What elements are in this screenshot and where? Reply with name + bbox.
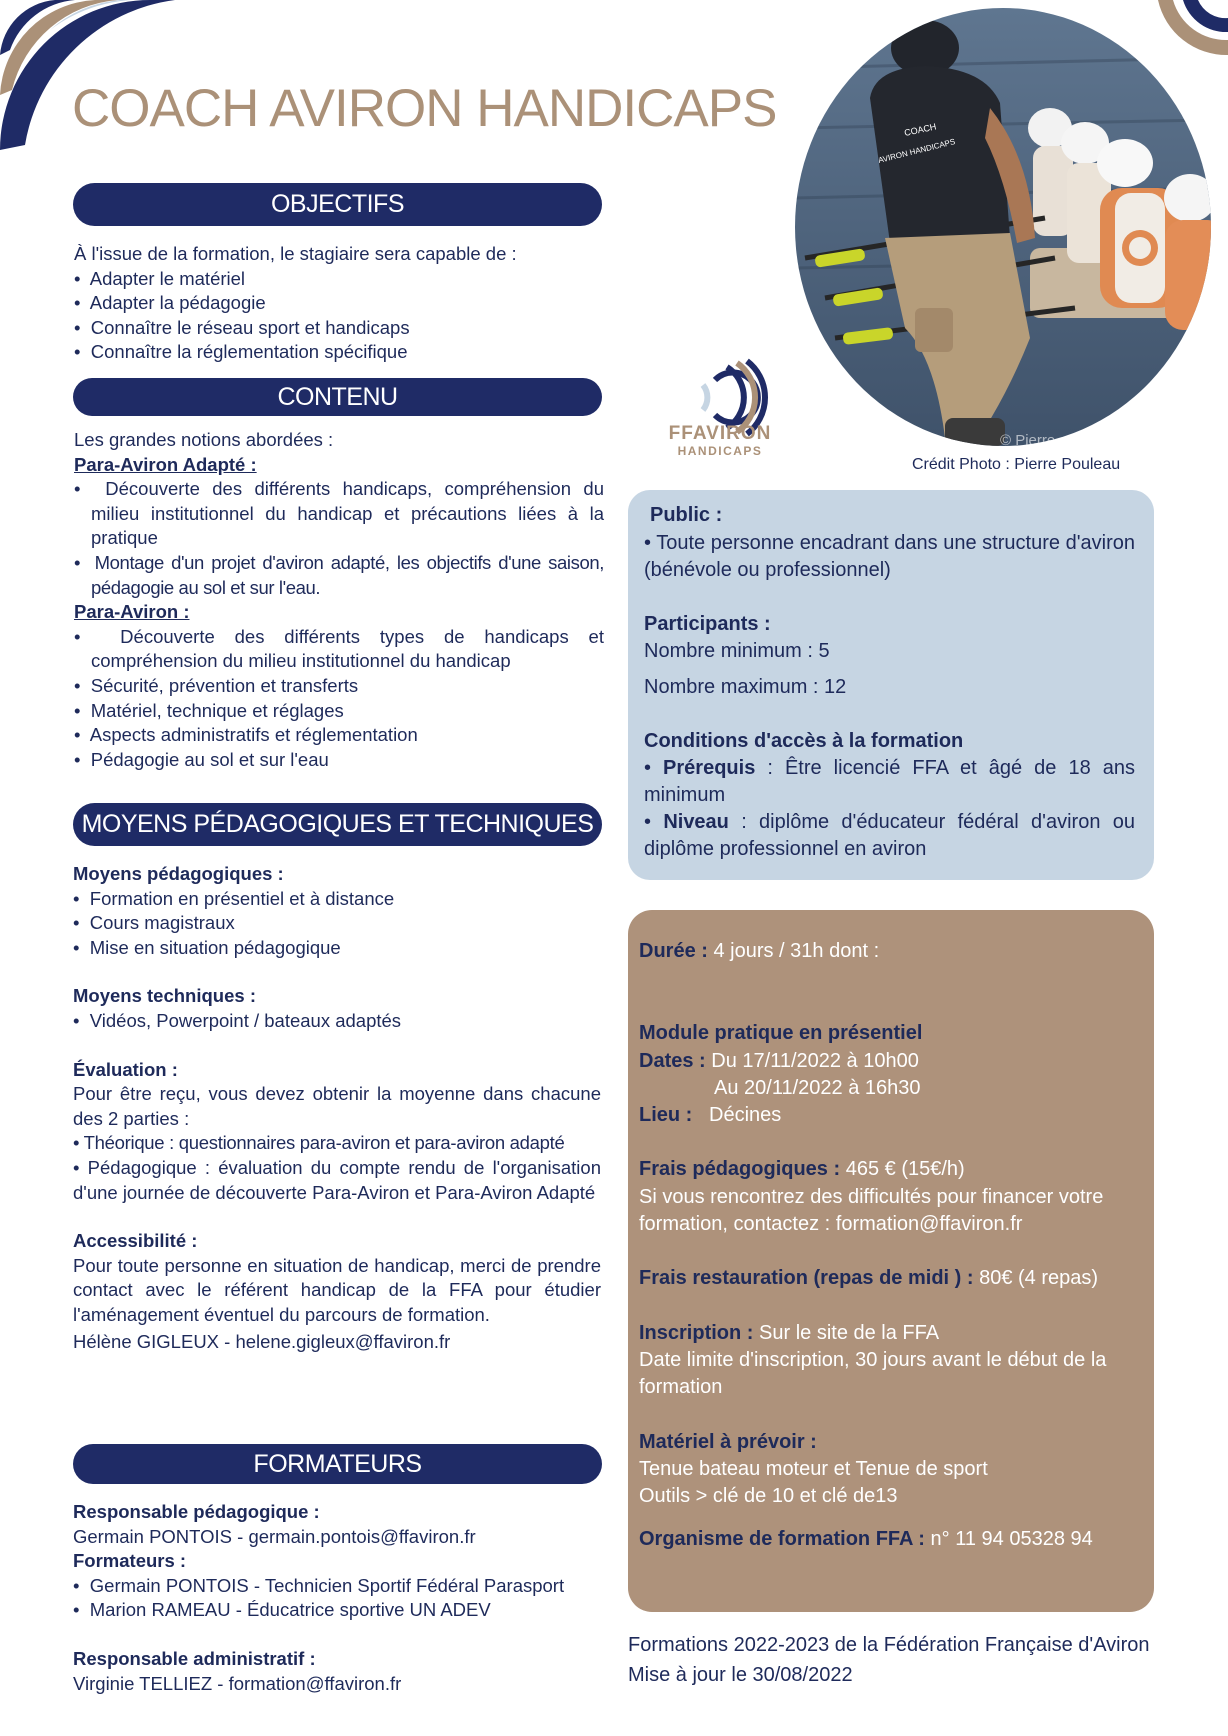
logo-text: FFAVIRON bbox=[668, 423, 772, 444]
info-box bbox=[628, 910, 1154, 1612]
conditions-label: Conditions d'accès à la formation bbox=[644, 730, 964, 752]
evaluation-text: Pour être reçu, vous devez obtenir la moyenne dans chacune des 2 parties : bbox=[73, 1083, 601, 1129]
list-item: • Découverte des différents types de handicaps et compréhension du milieu institutionnel du handicap bbox=[74, 625, 604, 672]
list-item: • Sécurité, prévention et transferts bbox=[74, 674, 359, 696]
list-item: • Adapter la pédagogie bbox=[74, 292, 266, 314]
formateurs-section bbox=[73, 1500, 603, 1696]
footer-date: Mise à jour le 30/08/2022 bbox=[628, 1664, 853, 1686]
contenu-subheading: Para-Aviron Adapté : bbox=[74, 453, 257, 475]
frais-peda: Frais pédagogiques : 465 € (15€/h) bbox=[639, 1158, 965, 1181]
list-item: • Pédagogique : évaluation du compte rendu de l'organisation d'une journée de découverte Para-Aviron et Para-Aviron Adapté bbox=[73, 1156, 601, 1203]
contenu-heading: CONTENU bbox=[73, 378, 602, 416]
shirt-text: COACH bbox=[903, 121, 938, 138]
resp-admin: Virginie TELLIEZ - formation@ffaviron.fr bbox=[73, 1672, 402, 1694]
list-item: • Théorique : questionnaires para-aviron et para-aviron adapté bbox=[73, 1132, 565, 1154]
moyens-heading: MOYENS PÉDAGOGIQUES ET TECHNIQUES bbox=[73, 803, 602, 846]
list-item: • Découverte des différents handicaps, compréhension du milieu institutionnel du handicap et précautions liées à la pratique bbox=[74, 478, 604, 549]
frais-text: Si vous rencontrez des difficultés pour financer votre formation, contactez : formation@ffaviron.fr bbox=[639, 1185, 1104, 1236]
photo-watermark: © Pierre bbox=[1000, 432, 1056, 446]
contenu-section bbox=[74, 428, 604, 772]
list-item: • Cours magistraux bbox=[73, 912, 235, 934]
organisme: Organisme de formation FFA : n° 11 94 05328 94 bbox=[639, 1528, 1093, 1551]
accessibilite-contact: Hélène GIGLEUX - helene.gigleux@ffaviron.fr bbox=[73, 1330, 451, 1352]
footer-line: Formations 2022-2023 de la Fédération Française d'Aviron bbox=[628, 1634, 1150, 1656]
participants-label: Participants : bbox=[644, 613, 771, 635]
public-box bbox=[628, 490, 1154, 880]
prerequis: • Prérequis : Être licencié FFA et âgé de 18 ans minimum bbox=[644, 757, 1135, 806]
moyens-tech-label: Moyens techniques : bbox=[73, 985, 256, 1007]
list-item: • Adapter le matériel bbox=[74, 267, 246, 289]
participants-min: Nombre minimum : 5 bbox=[644, 640, 830, 662]
module-label: Module pratique en présentiel bbox=[639, 1022, 923, 1045]
evaluation-label: Évaluation : bbox=[73, 1058, 178, 1080]
lieu: Lieu : Décines bbox=[639, 1104, 782, 1127]
page-title: COACH AVIRON HANDICAPS bbox=[72, 79, 777, 138]
list-item: • Vidéos, Powerpoint / bateaux adaptés bbox=[73, 1009, 402, 1031]
resp-peda-label: Responsable pédagogique : bbox=[73, 1501, 320, 1522]
materiel-label: Matériel à prévoir : bbox=[639, 1430, 817, 1453]
logo-subtext: HANDICAPS bbox=[677, 444, 763, 458]
coach-photo bbox=[795, 8, 1211, 446]
contenu-intro: Les grandes notions abordées : bbox=[74, 429, 334, 450]
list-item: • Formation en présentiel et à distance bbox=[73, 887, 395, 909]
list-item: • Marion RAMEAU - Éducatrice sportive UN ADEV bbox=[73, 1599, 491, 1621]
moyens-section bbox=[73, 862, 601, 1354]
resp-peda: Germain PONTOIS - germain.pontois@ffaviron.fr bbox=[73, 1525, 476, 1547]
list-item: • Germain PONTOIS - Technicien Sportif Fédéral Parasport bbox=[73, 1574, 565, 1596]
inscription-text: Date limite d'inscription, 30 jours avant le début de la formation bbox=[639, 1348, 1107, 1399]
frais-resto: Frais restauration (repas de midi ) : 80€ (4 repas) bbox=[639, 1267, 1099, 1290]
objectifs-heading: OBJECTIFS bbox=[73, 183, 602, 226]
list-item: • Montage d'un projet d'aviron adapté, les objectifs d'une saison, pédagogie au sol et sur l'eau. bbox=[74, 551, 604, 598]
list-item: • Pédagogie au sol et sur l'eau bbox=[74, 748, 329, 770]
formateurs-heading: FORMATEURS bbox=[73, 1444, 602, 1484]
dates: Dates : Du 17/11/2022 à 10h00 bbox=[639, 1049, 919, 1072]
resp-admin-label: Responsable administratif : bbox=[73, 1647, 316, 1669]
public-label: Public : bbox=[650, 504, 723, 526]
objectifs-section bbox=[74, 242, 604, 365]
duree: Durée : 4 jours / 31h dont : bbox=[639, 940, 880, 962]
ffaviron-handicaps-logo bbox=[645, 335, 795, 460]
objectifs-intro: À l'issue de la formation, le stagiaire sera capable de : bbox=[74, 243, 517, 264]
formateurs-label: Formateurs : bbox=[73, 1550, 187, 1572]
materiel-item: Outils > clé de 10 et clé de13 bbox=[639, 1485, 898, 1508]
dates-end: Au 20/11/2022 à 16h30 bbox=[714, 1076, 921, 1099]
accessibilite-text: Pour toute personne en situation de handicap, merci de prendre contact avec le référent handicap de la FFA pour étudier l'aménagement éventuel du parcours de formation. bbox=[73, 1254, 601, 1325]
corner-decoration bbox=[1158, 0, 1228, 60]
list-item: • Connaître le réseau sport et handicaps bbox=[74, 316, 410, 338]
photo-credit: Crédit Photo : Pierre Pouleau bbox=[912, 456, 1121, 473]
list-item: • Matériel, technique et réglages bbox=[74, 699, 344, 721]
list-item: • Aspects administratifs et réglementation bbox=[74, 724, 418, 746]
inscription: Inscription : Sur le site de la FFA bbox=[639, 1321, 940, 1344]
footer bbox=[628, 1630, 1150, 1690]
contenu-subheading: Para-Aviron : bbox=[74, 601, 190, 623]
shirt-text: AVIRON HANDICAPS bbox=[877, 137, 957, 165]
accessibilite-label: Accessibilité : bbox=[73, 1230, 198, 1252]
participants-max: Nombre maximum : 12 bbox=[644, 676, 847, 698]
list-item: • Mise en situation pédagogique bbox=[73, 936, 341, 958]
public-text: • Toute personne encadrant dans une structure d'aviron (bénévole ou professionnel) bbox=[644, 532, 1135, 581]
materiel-item: Tenue bateau moteur et Tenue de sport bbox=[639, 1457, 988, 1480]
moyens-peda-label: Moyens pédagogiques : bbox=[73, 863, 284, 884]
niveau: • Niveau : diplôme d'éducateur fédéral d'aviron ou diplôme professionnel en aviron bbox=[644, 811, 1135, 860]
list-item: • Connaître la réglementation spécifique bbox=[74, 341, 408, 363]
